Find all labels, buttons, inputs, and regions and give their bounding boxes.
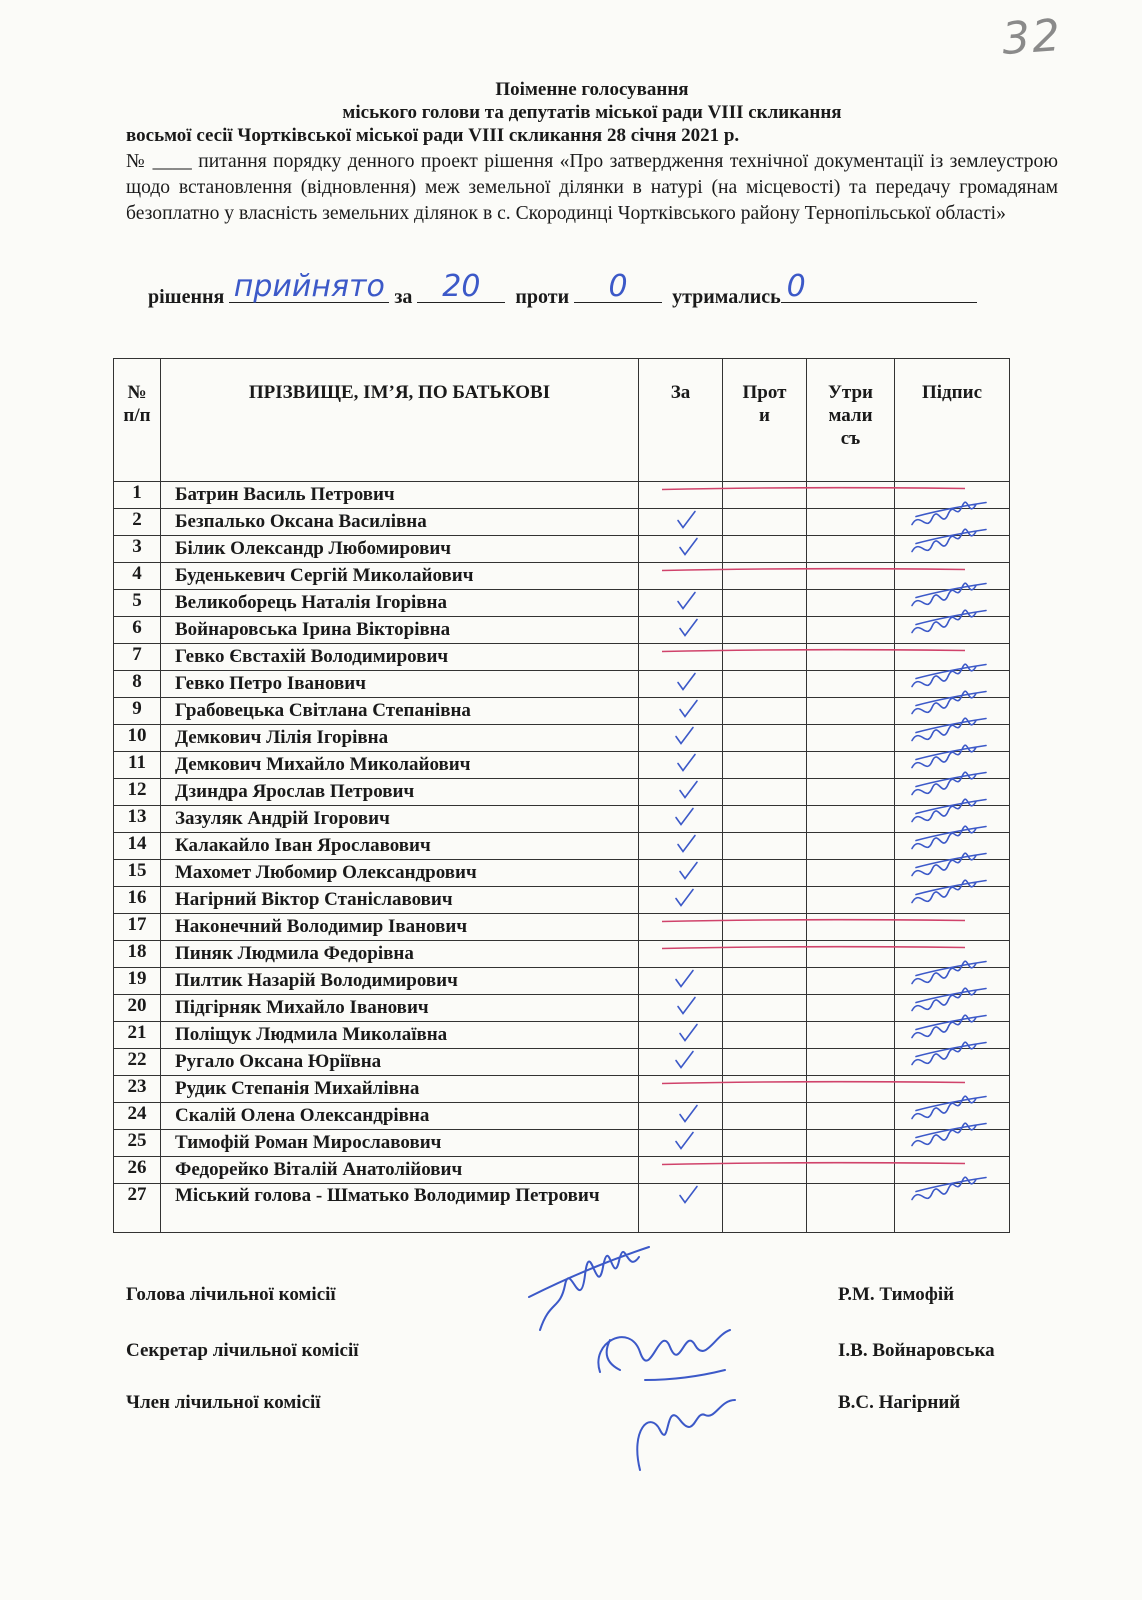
row-num: 4 xyxy=(114,563,161,590)
row-name: Гевко Євстахій Володимирович xyxy=(161,644,639,671)
row-name: Батрин Василь Петрович xyxy=(161,482,639,509)
table-row xyxy=(114,914,1010,941)
row-signature xyxy=(895,698,1010,725)
for-label: за xyxy=(394,286,413,308)
row-num: 2 xyxy=(114,509,161,536)
row-signature xyxy=(895,509,1010,536)
row-num: 9 xyxy=(114,698,161,725)
commission-person: Р.М. Тимофій xyxy=(838,1284,955,1305)
row-for xyxy=(639,1076,723,1103)
row-name: Зазуляк Андрій Ігорович xyxy=(161,806,639,833)
row-signature xyxy=(895,671,1010,698)
row-num: 17 xyxy=(114,914,161,941)
row-against xyxy=(723,563,807,590)
row-for xyxy=(639,644,723,671)
row-signature xyxy=(895,1022,1010,1049)
row-for xyxy=(639,1157,723,1184)
row-against xyxy=(723,1103,807,1130)
row-num: 1 xyxy=(114,482,161,509)
row-num: 11 xyxy=(114,752,161,779)
row-num: 18 xyxy=(114,941,161,968)
row-name: Буденькевич Сергій Миколайович xyxy=(161,563,639,590)
row-signature xyxy=(895,968,1010,995)
row-for xyxy=(639,887,723,914)
row-name: Підгірняк Михайло Іванович xyxy=(161,995,639,1022)
row-num: 27 xyxy=(114,1184,161,1233)
row-signature xyxy=(895,941,1010,968)
row-against xyxy=(723,590,807,617)
row-for xyxy=(639,725,723,752)
row-signature xyxy=(895,752,1010,779)
row-name: Гевко Петро Іванович xyxy=(161,671,639,698)
document-header xyxy=(126,78,1058,147)
row-name: Ругало Оксана Юріївна xyxy=(161,1049,639,1076)
row-abstain xyxy=(807,779,895,806)
abstain-value: 0 xyxy=(786,269,806,304)
row-signature xyxy=(895,833,1010,860)
row-for xyxy=(639,1184,723,1233)
commission-person: І.В. Войнаровська xyxy=(838,1340,995,1361)
header-for: За xyxy=(639,359,723,482)
row-against xyxy=(723,617,807,644)
row-for xyxy=(639,779,723,806)
row-name: Федорейко Віталій Анатолійович xyxy=(161,1157,639,1184)
row-against xyxy=(723,806,807,833)
row-num: 7 xyxy=(114,644,161,671)
row-name: Міський голова - Шматько Володимир Петрович xyxy=(161,1184,639,1233)
table-row xyxy=(114,509,1010,536)
row-for xyxy=(639,1049,723,1076)
row-name: Нагірний Віктор Станіславович xyxy=(161,887,639,914)
row-for xyxy=(639,752,723,779)
row-for xyxy=(639,698,723,725)
row-abstain xyxy=(807,860,895,887)
against-value: 0 xyxy=(608,269,628,304)
row-name: Поліщук Людмила Миколаївна xyxy=(161,1022,639,1049)
row-against xyxy=(723,725,807,752)
row-against xyxy=(723,1157,807,1184)
row-against xyxy=(723,536,807,563)
header-num: № п/п xyxy=(114,359,161,482)
commission-signature-icon xyxy=(598,1330,730,1372)
row-name: Великоборець Наталія Ігорівна xyxy=(161,590,639,617)
row-num: 8 xyxy=(114,671,161,698)
row-name: Білик Олександр Любомирович xyxy=(161,536,639,563)
commission-role: Секретар лічильної комісії xyxy=(126,1340,359,1361)
table-row xyxy=(114,725,1010,752)
row-for xyxy=(639,833,723,860)
commission-role: Член лічильної комісії xyxy=(126,1392,321,1413)
row-name: Дзиндра Ярослав Петрович xyxy=(161,779,639,806)
row-against xyxy=(723,779,807,806)
row-signature xyxy=(895,536,1010,563)
row-signature xyxy=(895,914,1010,941)
row-against xyxy=(723,1076,807,1103)
row-against xyxy=(723,941,807,968)
row-abstain xyxy=(807,1103,895,1130)
row-abstain xyxy=(807,698,895,725)
table-row xyxy=(114,860,1010,887)
row-name: Наконечний Володимир Іванович xyxy=(161,914,639,941)
row-abstain xyxy=(807,887,895,914)
row-abstain xyxy=(807,509,895,536)
row-num: 21 xyxy=(114,1022,161,1049)
row-for xyxy=(639,590,723,617)
table-row xyxy=(114,590,1010,617)
row-signature xyxy=(895,590,1010,617)
row-num: 15 xyxy=(114,860,161,887)
row-name: Пиняк Людмила Федорівна xyxy=(161,941,639,968)
row-num: 10 xyxy=(114,725,161,752)
row-abstain xyxy=(807,671,895,698)
row-for xyxy=(639,968,723,995)
row-signature xyxy=(895,995,1010,1022)
header-name: ПРІЗВИЩЕ, ІМ’Я, ПО БАТЬКОВІ xyxy=(161,359,639,482)
row-num: 16 xyxy=(114,887,161,914)
row-name: Тимофій Роман Мирославович xyxy=(161,1130,639,1157)
row-abstain xyxy=(807,1049,895,1076)
row-signature xyxy=(895,1184,1010,1233)
table-row xyxy=(114,1130,1010,1157)
row-abstain xyxy=(807,968,895,995)
abstain-blank xyxy=(781,269,977,304)
row-against xyxy=(723,1184,807,1233)
decision-blank xyxy=(229,269,389,304)
row-num: 13 xyxy=(114,806,161,833)
row-against xyxy=(723,671,807,698)
row-signature xyxy=(895,482,1010,509)
row-abstain xyxy=(807,1184,895,1233)
agenda-question: № ____ питання порядку денного проект рішення «Про затвердження технічної документації із землеустрою щодо встановлення (відновлення) меж земельної ділянки в натурі (на місцевості) та передачу громадянам безоплатно у власність земельних ділянок в с. Скородинці Чортківського району Тернопільської області» xyxy=(126,151,1058,224)
table-row xyxy=(114,1184,1010,1233)
row-name: Скалій Олена Олександрівна xyxy=(161,1103,639,1130)
row-signature xyxy=(895,806,1010,833)
row-for xyxy=(639,509,723,536)
row-for xyxy=(639,1130,723,1157)
row-abstain xyxy=(807,752,895,779)
row-signature xyxy=(895,1157,1010,1184)
row-for xyxy=(639,1022,723,1049)
row-abstain xyxy=(807,1022,895,1049)
row-abstain xyxy=(807,941,895,968)
row-for xyxy=(639,914,723,941)
row-abstain xyxy=(807,806,895,833)
table-row xyxy=(114,671,1010,698)
row-name: Безпалько Оксана Василівна xyxy=(161,509,639,536)
row-abstain xyxy=(807,1157,895,1184)
commission-signature-icon xyxy=(637,1370,735,1470)
row-abstain xyxy=(807,617,895,644)
row-against xyxy=(723,482,807,509)
row-for xyxy=(639,482,723,509)
for-blank xyxy=(417,269,505,304)
header-title: Поіменне голосування xyxy=(495,79,689,100)
row-signature xyxy=(895,779,1010,806)
table-row xyxy=(114,1157,1010,1184)
row-name: Демкович Михайло Миколайович xyxy=(161,752,639,779)
row-for xyxy=(639,1103,723,1130)
row-abstain xyxy=(807,1130,895,1157)
table-row xyxy=(114,941,1010,968)
table-row xyxy=(114,563,1010,590)
table-row xyxy=(114,752,1010,779)
row-num: 23 xyxy=(114,1076,161,1103)
row-signature xyxy=(895,887,1010,914)
row-abstain xyxy=(807,482,895,509)
row-num: 3 xyxy=(114,536,161,563)
table-row xyxy=(114,617,1010,644)
row-against xyxy=(723,1022,807,1049)
header-abstain: Утрималисъ xyxy=(807,359,895,482)
table-row xyxy=(114,995,1010,1022)
row-name: Калакайло Іван Ярославович xyxy=(161,833,639,860)
row-signature xyxy=(895,617,1010,644)
table-row xyxy=(114,536,1010,563)
row-for xyxy=(639,536,723,563)
vote-table xyxy=(113,358,1010,1233)
row-num: 14 xyxy=(114,833,161,860)
row-num: 19 xyxy=(114,968,161,995)
table-row xyxy=(114,1076,1010,1103)
table-row xyxy=(114,482,1010,509)
row-against xyxy=(723,914,807,941)
row-num: 12 xyxy=(114,779,161,806)
commission-person: В.С. Нагірний xyxy=(838,1392,961,1413)
row-against xyxy=(723,644,807,671)
table-row xyxy=(114,968,1010,995)
row-name: Пилтик Назарій Володимирович xyxy=(161,968,639,995)
abstain-label: утримались xyxy=(672,286,781,308)
row-signature xyxy=(895,1103,1010,1130)
table-row xyxy=(114,833,1010,860)
table-row xyxy=(114,644,1010,671)
row-name: Демкович Лілія Ігорівна xyxy=(161,725,639,752)
decision-value: прийнято xyxy=(233,269,385,304)
row-against xyxy=(723,887,807,914)
row-signature xyxy=(895,860,1010,887)
header-signature: Підпис xyxy=(895,359,1010,482)
table-row xyxy=(114,806,1010,833)
row-signature xyxy=(895,1049,1010,1076)
row-abstain xyxy=(807,590,895,617)
row-num: 24 xyxy=(114,1103,161,1130)
row-against xyxy=(723,509,807,536)
table-row xyxy=(114,779,1010,806)
row-num: 6 xyxy=(114,617,161,644)
row-num: 26 xyxy=(114,1157,161,1184)
header-subtitle: міського голови та депутатів міської ради VIII скликання xyxy=(342,102,842,123)
row-for xyxy=(639,995,723,1022)
row-abstain xyxy=(807,536,895,563)
row-against xyxy=(723,860,807,887)
table-row xyxy=(114,887,1010,914)
table-row xyxy=(114,1049,1010,1076)
row-num: 22 xyxy=(114,1049,161,1076)
row-for xyxy=(639,563,723,590)
for-value: 20 xyxy=(442,269,481,304)
row-name: Грабовецька Світлана Степанівна xyxy=(161,698,639,725)
row-abstain xyxy=(807,914,895,941)
row-signature xyxy=(895,1076,1010,1103)
row-abstain xyxy=(807,833,895,860)
row-against xyxy=(723,698,807,725)
row-num: 25 xyxy=(114,1130,161,1157)
header-against: Проти xyxy=(723,359,807,482)
row-signature xyxy=(895,1130,1010,1157)
row-against xyxy=(723,752,807,779)
table-row xyxy=(114,698,1010,725)
table-row xyxy=(114,1022,1010,1049)
header-session: восьмої сесії Чортківської міської ради VIII скликання 28 січня 2021 р. xyxy=(126,125,740,146)
row-signature xyxy=(895,563,1010,590)
row-for xyxy=(639,671,723,698)
row-name: Войнаровська Ірина Вікторівна xyxy=(161,617,639,644)
page-number: 32 xyxy=(1000,9,1064,66)
table-row xyxy=(114,1103,1010,1130)
row-against xyxy=(723,1049,807,1076)
row-name: Рудик Степанія Михайлівна xyxy=(161,1076,639,1103)
row-abstain xyxy=(807,995,895,1022)
decision-label: рішення xyxy=(148,286,225,308)
row-for xyxy=(639,860,723,887)
row-abstain xyxy=(807,563,895,590)
row-abstain xyxy=(807,644,895,671)
row-num: 20 xyxy=(114,995,161,1022)
table-header-row xyxy=(114,359,1010,482)
row-signature xyxy=(895,644,1010,671)
row-abstain xyxy=(807,1076,895,1103)
row-for xyxy=(639,941,723,968)
against-blank xyxy=(574,269,662,304)
commission-signature-icon xyxy=(529,1247,649,1330)
commission-role: Голова лічильної комісії xyxy=(126,1284,336,1305)
row-for xyxy=(639,806,723,833)
row-abstain xyxy=(807,725,895,752)
row-for xyxy=(639,617,723,644)
row-against xyxy=(723,968,807,995)
row-against xyxy=(723,833,807,860)
row-signature xyxy=(895,725,1010,752)
row-num: 5 xyxy=(114,590,161,617)
row-against xyxy=(723,1130,807,1157)
decision-line xyxy=(148,269,1048,309)
row-against xyxy=(723,995,807,1022)
against-label: проти xyxy=(515,286,570,308)
row-name: Махомет Любомир Олександрович xyxy=(161,860,639,887)
